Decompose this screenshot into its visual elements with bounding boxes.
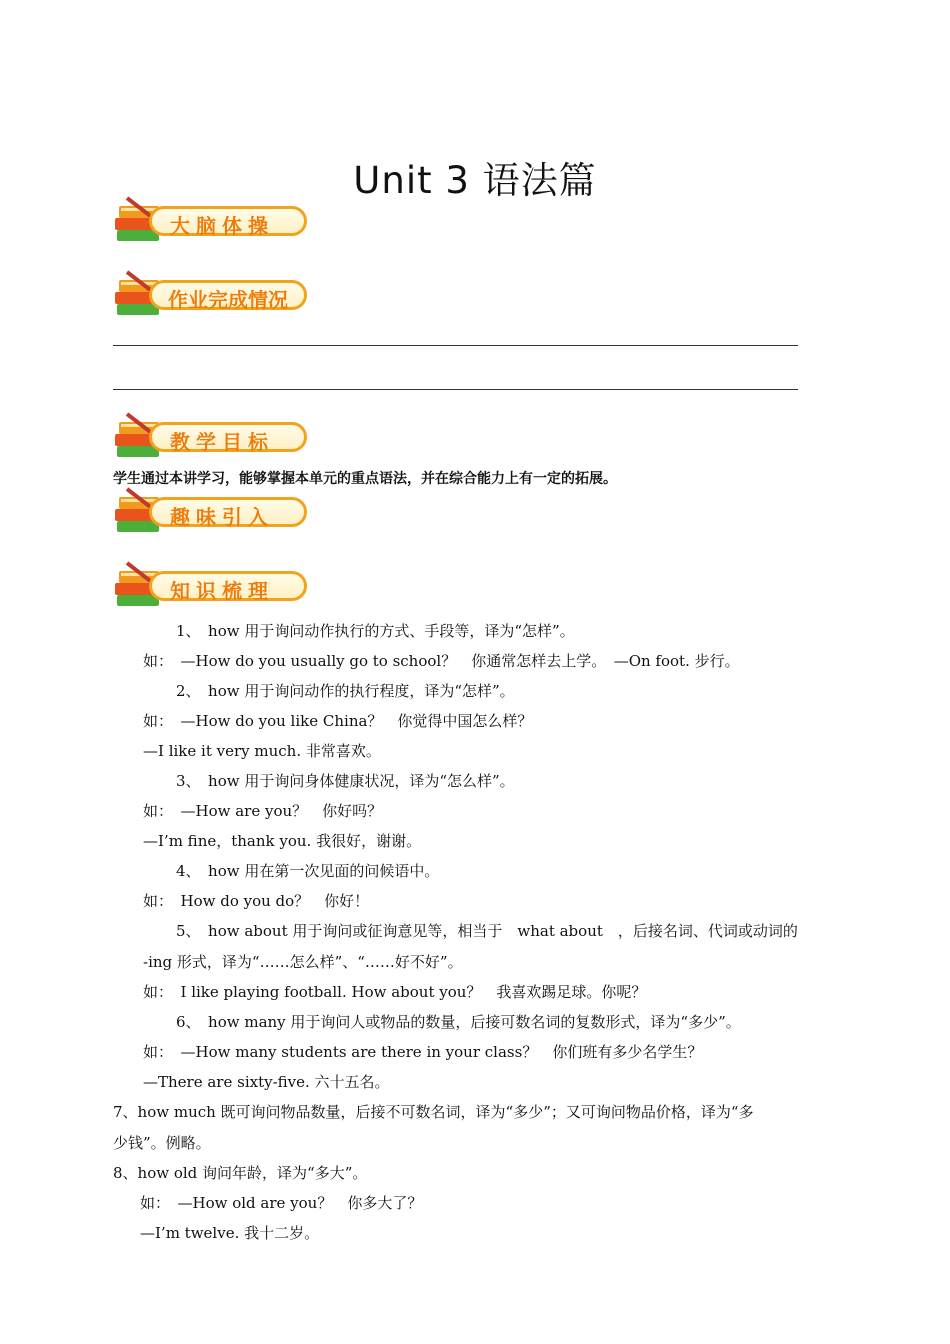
knowledge-line: —I’m fine，thank you. 我很好，谢谢。: [143, 832, 422, 850]
section-goals: [113, 412, 313, 464]
section-title: 教学目标: [170, 430, 274, 454]
page-title: Unit 3 语法篇: [353, 159, 597, 202]
section-title: 作业完成情况: [168, 288, 288, 312]
knowledge-line: 如： How do you do？ 你好！: [143, 892, 370, 910]
knowledge-line: 如： —How many students are there in your class？ 你们班有多少名学生？: [143, 1043, 703, 1061]
knowledge-line: 少钱”。例略。: [113, 1134, 211, 1152]
goal-text: 学生通过本讲学习，能够掌握本单元的重点语法，并在综合能力上有一定的拓展。: [113, 471, 617, 487]
knowledge-line: 2、 how 用于询问动作的执行程度，译为“怎样”。: [176, 682, 515, 700]
answer-line: [113, 345, 798, 346]
knowledge-line: 4、 how 用在第一次见面的问候语中。: [176, 862, 440, 880]
section-knowledge: [113, 561, 313, 613]
knowledge-line: 如： —How are you？ 你好吗？: [143, 802, 383, 820]
knowledge-line: -ing 形式，译为“……怎么样”、“……好不好”。: [143, 953, 463, 971]
knowledge-line: 1、 how 用于询问动作执行的方式、手段等，译为“怎样”。: [176, 622, 575, 640]
knowledge-line: —I’m twelve. 我十二岁。: [140, 1224, 320, 1242]
section-title: 趣味引入: [170, 505, 274, 529]
section-title: 知识梳理: [170, 579, 274, 603]
knowledge-line: 如： —How old are you？ 你多大了？: [140, 1194, 423, 1212]
knowledge-line: 如： —How do you usually go to school？ 你通常怎样去上学。 —On foot. 步行。: [143, 652, 740, 670]
section-brain: [113, 196, 313, 248]
section-intro: [113, 487, 313, 539]
knowledge-line: 7、how much 既可询问物品数量，后接不可数名词，译为“多少”；又可询问物品价格，译为“多: [113, 1103, 754, 1121]
knowledge-line: 6、 how many 用于询问人或物品的数量，后接可数名词的复数形式，译为“多少”。: [176, 1013, 741, 1031]
knowledge-line: 如： —How do you like China？ 你觉得中国怎么样？: [143, 712, 533, 730]
knowledge-line: 8、how old 询问年龄，译为“多大”。: [113, 1164, 368, 1182]
knowledge-line: 5、 how about 用于询问或征询意见等，相当于 what about ，后接名词、代词或动词的: [176, 922, 798, 940]
knowledge-line: 如： I like playing football. How about you？ 我喜欢踢足球。你呢？: [143, 983, 647, 1001]
answer-line: [113, 389, 798, 390]
section-title: 大脑体操: [170, 214, 274, 238]
section-homework: [113, 270, 313, 322]
knowledge-line: —There are sixty-five. 六十五名。: [143, 1073, 390, 1091]
knowledge-line: 3、 how 用于询问身体健康状况，译为“怎么样”。: [176, 772, 515, 790]
knowledge-line: —I like it very much. 非常喜欢。: [143, 742, 381, 760]
